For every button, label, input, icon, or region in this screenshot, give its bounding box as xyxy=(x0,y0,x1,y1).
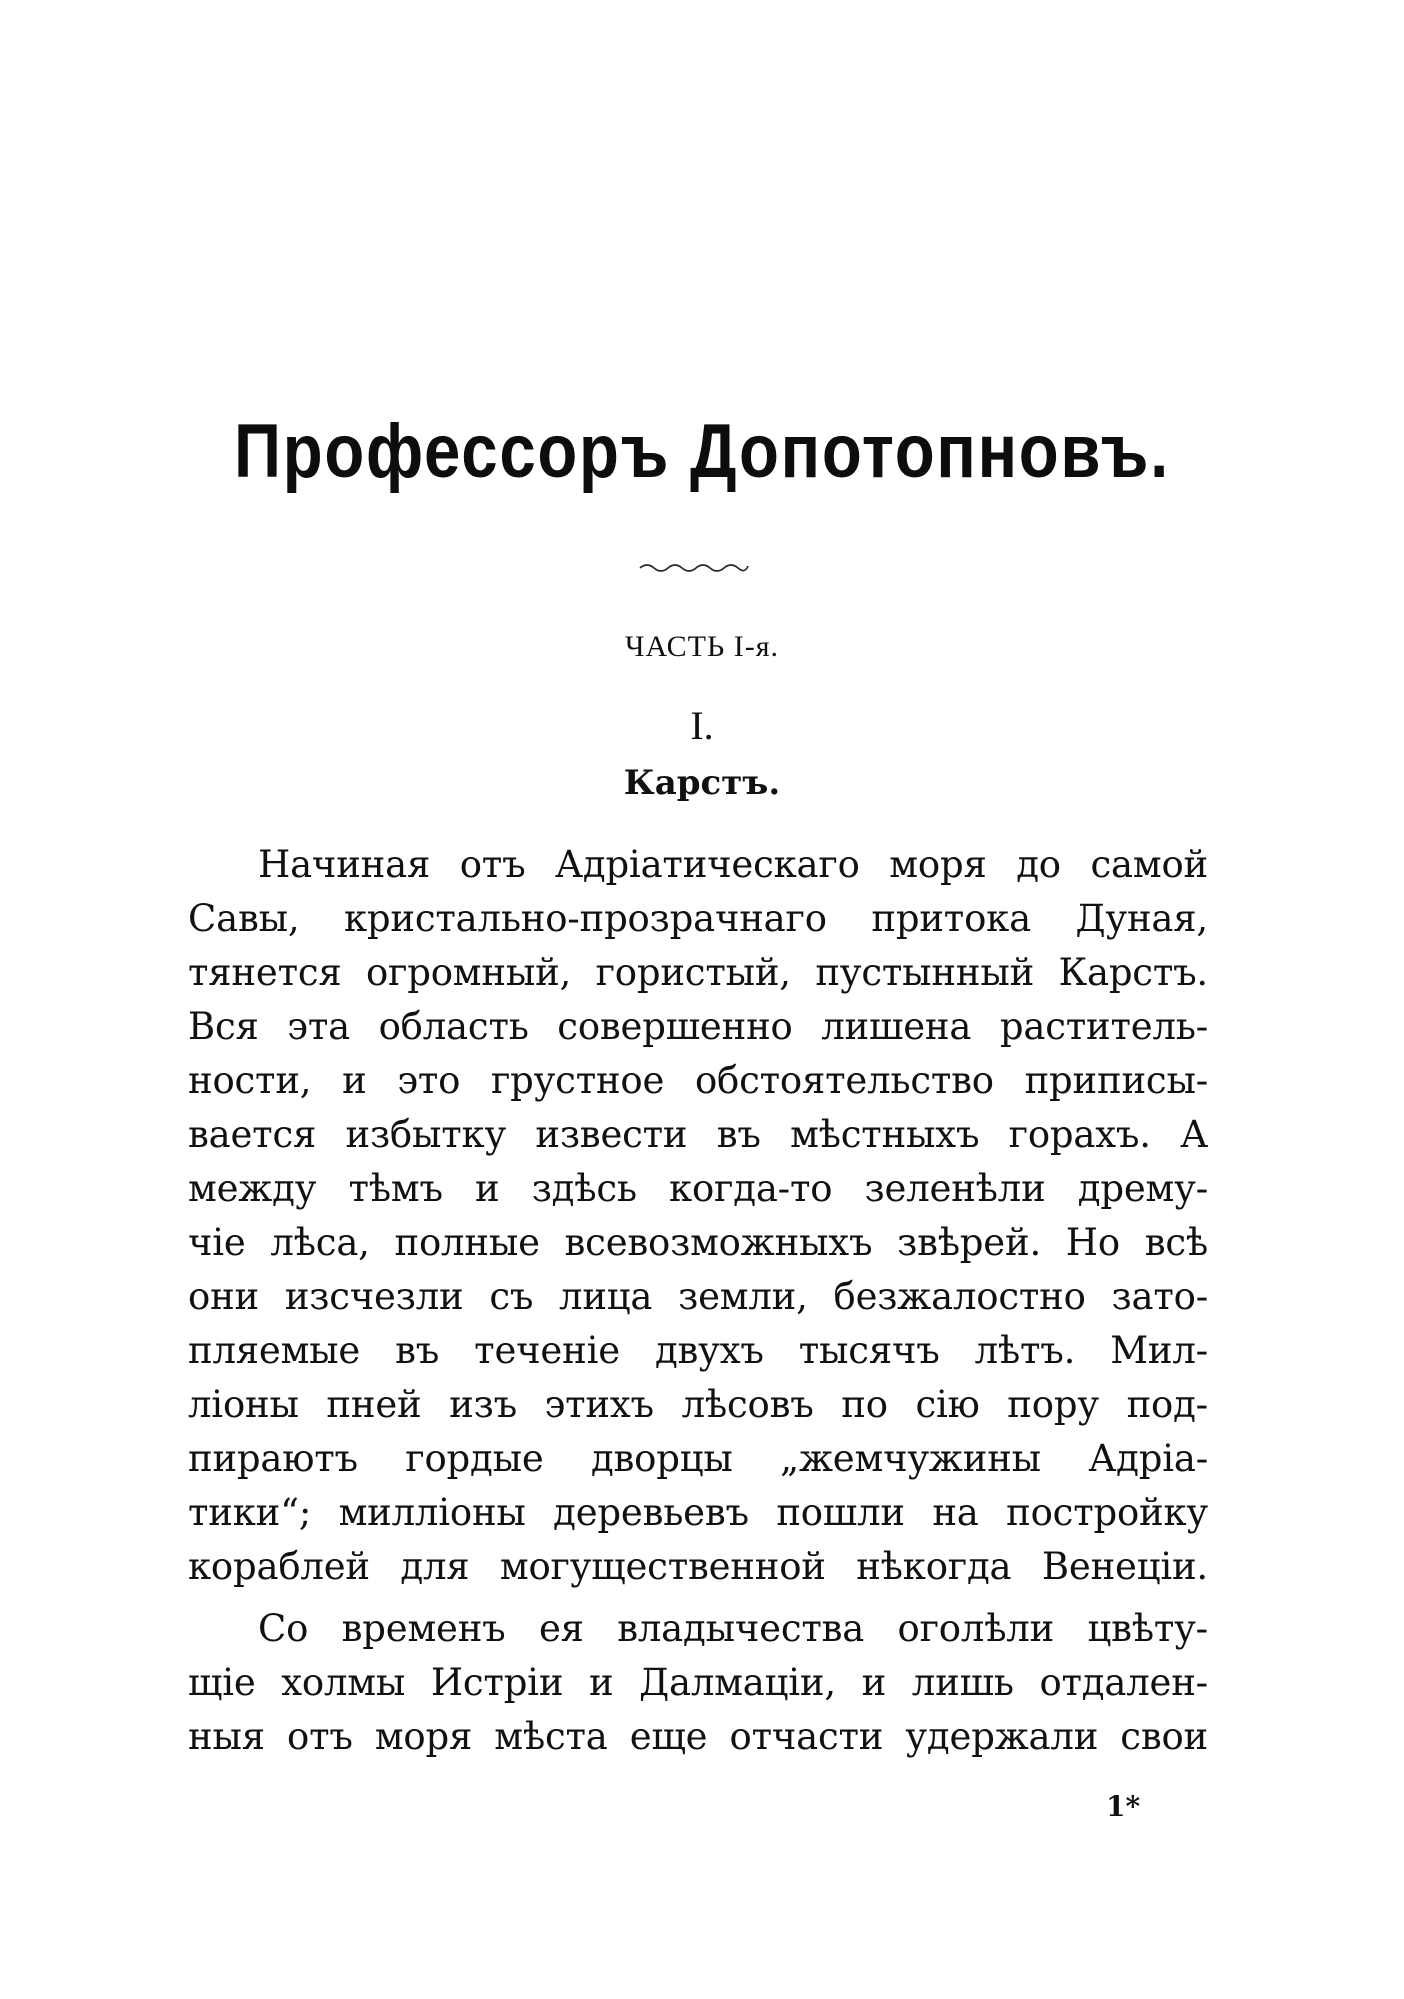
page-number: 1* xyxy=(1106,1790,1141,1823)
wavy-divider-ornament xyxy=(638,560,750,574)
chapter-title: Карстъ. xyxy=(623,763,781,803)
book-title: Профессоръ Допотопновъ. xyxy=(234,409,1170,494)
text-line: чіе лѣса, полные всевозможныхъ звѣрей. Но всѣ xyxy=(188,1221,1208,1264)
body-text xyxy=(188,838,1208,1764)
text-line: пираютъ гордые дворцы „жемчужины Адріа- xyxy=(188,1437,1208,1480)
text-line: они изсчезли съ лица земли, безжалостно зато- xyxy=(188,1275,1208,1318)
text-line: щіе холмы Истріи и Далмаціи, и лишь отдален- xyxy=(188,1661,1208,1704)
part-heading: ЧАСТЬ I-я. xyxy=(624,630,779,663)
text-line: Вся эта область совершенно лишена раститель- xyxy=(188,1005,1208,1048)
text-line: вается избытку извести въ мѣстныхъ горахъ. А xyxy=(188,1113,1208,1156)
text-line: ліоны пней изъ этихъ лѣсовъ по сію пору под- xyxy=(188,1383,1208,1426)
text-line: Савы, кристально-прозрачнаго притока Дуная, xyxy=(188,897,1208,940)
chapter-number: I. xyxy=(690,703,714,748)
text-line: кораблей для могущественной нѣкогда Венеціи. xyxy=(188,1545,1208,1588)
text-line: Начиная отъ Адріатическаго моря до самой xyxy=(258,843,1208,886)
paragraph-gap xyxy=(188,1594,1208,1602)
text-line: между тѣмъ и здѣсь когда-то зеленѣли дрему- xyxy=(188,1167,1208,1210)
text-line: ныя отъ моря мѣста еще отчасти удержали свои xyxy=(188,1715,1208,1758)
text-line: тики“; милліоны деревьевъ пошли на постройку xyxy=(188,1491,1208,1534)
text-line: пляемые въ теченіе двухъ тысячъ лѣтъ. Мил- xyxy=(188,1329,1208,1372)
text-line: тянется огромный, гористый, пустынный Карстъ. xyxy=(188,951,1208,994)
text-line: Со временъ ея владычества оголѣли цвѣту- xyxy=(258,1607,1208,1650)
text-line: ности, и это грустное обстоятельство приписы- xyxy=(188,1059,1208,1102)
